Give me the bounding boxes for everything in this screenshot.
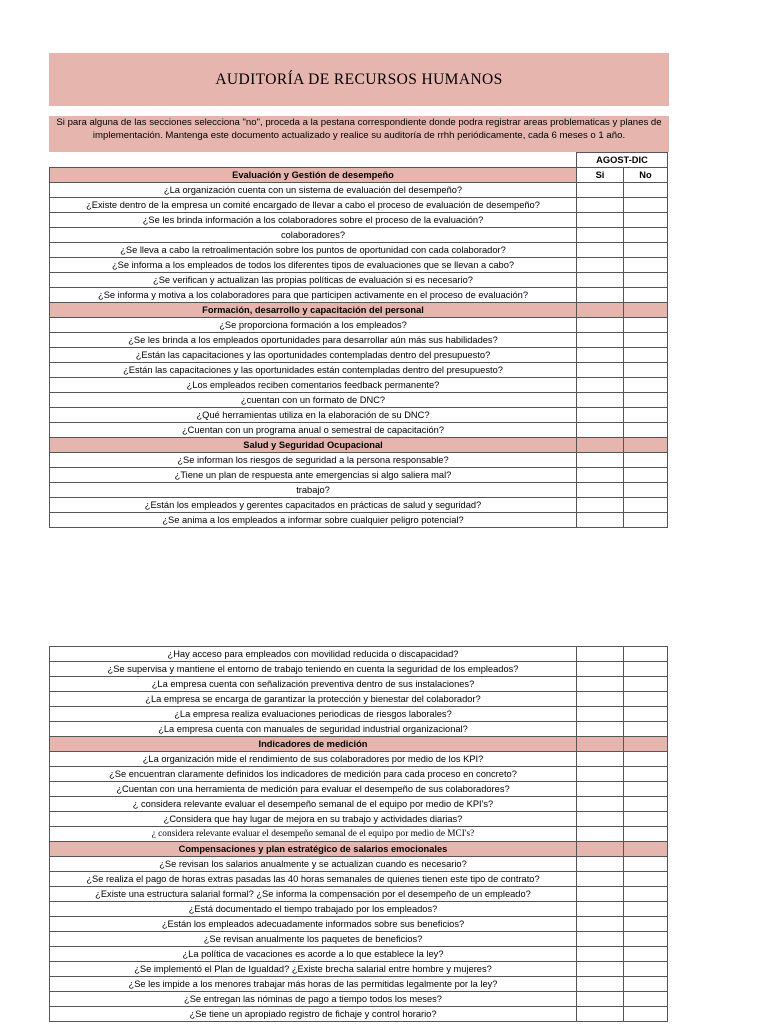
question-row — [50, 228, 668, 243]
answer-si-cell[interactable] — [577, 902, 624, 917]
question-row — [50, 677, 668, 692]
answer-si-cell[interactable] — [577, 887, 624, 902]
answer-no-cell[interactable] — [624, 258, 668, 273]
question-text: ¿Se les impide a los menores trabajar más horas de las permitidas legalmente por la ley? — [50, 977, 577, 992]
answer-no-cell[interactable] — [624, 408, 668, 423]
answer-no-cell[interactable] — [624, 917, 668, 932]
answer-no-cell[interactable] — [624, 977, 668, 992]
question-text: ¿Se entregan las nóminas de pago a tiempo todos los meses? — [50, 992, 577, 1007]
section-no-cell — [624, 737, 668, 752]
question-text: ¿La organización cuenta con un sistema de evaluación del desempeño? — [50, 183, 577, 198]
question-row — [50, 198, 668, 213]
question-row — [50, 947, 668, 962]
question-row — [50, 408, 668, 423]
question-row — [50, 183, 668, 198]
section-title: Formación, desarrollo y capacitación del personal — [50, 303, 577, 318]
section-no-cell — [624, 842, 668, 857]
section-no-cell — [624, 303, 668, 318]
question-row — [50, 707, 668, 722]
answer-si-cell[interactable] — [577, 977, 624, 992]
question-text: ¿Los empleados reciben comentarios feedback permanente? — [50, 378, 577, 393]
answer-si-cell[interactable] — [577, 917, 624, 932]
answer-no-cell[interactable] — [624, 767, 668, 782]
answer-si-cell[interactable] — [577, 707, 624, 722]
question-row — [50, 318, 668, 333]
answer-si-cell[interactable] — [577, 722, 624, 737]
answer-si-cell[interactable] — [577, 992, 624, 1007]
answer-no-cell[interactable] — [624, 902, 668, 917]
answer-si-cell[interactable] — [577, 782, 624, 797]
answer-si-cell[interactable] — [577, 692, 624, 707]
question-row — [50, 722, 668, 737]
answer-si-cell[interactable] — [577, 827, 624, 842]
answer-no-cell[interactable] — [624, 827, 668, 842]
answer-no-cell[interactable] — [624, 1007, 668, 1022]
title-band — [49, 53, 669, 106]
question-text: ¿Tiene un plan de respuesta ante emergencias si algo saliera mal? — [50, 468, 577, 483]
question-text: ¿Qué herramientas utiliza en la elaboración de su DNC? — [50, 408, 577, 423]
header-spacer — [50, 153, 577, 168]
answer-si-cell[interactable] — [577, 797, 624, 812]
question-row — [50, 857, 668, 872]
question-text: ¿Se informa y motiva a los colaboradores para que participen activamente en el proceso de evaluación? — [50, 288, 577, 303]
question-text: ¿Se implementó el Plan de Igualdad? ¿Existe brecha salarial entre hombre y mujeres? — [50, 962, 577, 977]
question-row — [50, 692, 668, 707]
answer-si-cell[interactable] — [577, 647, 624, 662]
answer-si-cell[interactable] — [577, 363, 624, 378]
section-no-cell — [624, 438, 668, 453]
audit-table-2 — [49, 646, 668, 1022]
answer-si-cell[interactable] — [577, 662, 624, 677]
section-title: Indicadores de medición — [50, 737, 577, 752]
answer-si-cell[interactable] — [577, 198, 624, 213]
question-text: ¿La organización mide el rendimiento de sus colaboradores por medio de los KPI? — [50, 752, 577, 767]
answer-no-cell[interactable] — [624, 513, 668, 528]
answer-no-cell[interactable] — [624, 872, 668, 887]
answer-no-cell[interactable] — [624, 647, 668, 662]
answer-no-cell[interactable] — [624, 992, 668, 1007]
answer-no-cell[interactable] — [624, 812, 668, 827]
answer-no-cell[interactable] — [624, 752, 668, 767]
answer-no-cell[interactable] — [624, 887, 668, 902]
answer-si-cell[interactable] — [577, 378, 624, 393]
section-header-row — [50, 303, 668, 318]
question-row — [50, 782, 668, 797]
answer-no-cell[interactable] — [624, 378, 668, 393]
answer-si-cell[interactable] — [577, 498, 624, 513]
section-si-cell — [577, 303, 624, 318]
answer-si-cell[interactable] — [577, 228, 624, 243]
question-row — [50, 468, 668, 483]
answer-no-cell[interactable] — [624, 318, 668, 333]
question-text: ¿Considera que hay lugar de mejora en su trabajo y actividades diarias? — [50, 812, 577, 827]
column-si-header: Si — [577, 168, 624, 183]
question-text: ¿Están los empleados adecuadamente informados sobre sus beneficios? — [50, 917, 577, 932]
answer-no-cell[interactable] — [624, 423, 668, 438]
answer-si-cell[interactable] — [577, 273, 624, 288]
question-row — [50, 662, 668, 677]
section-title: Compensaciones y plan estratégico de salarios emocionales — [50, 842, 577, 857]
answer-si-cell[interactable] — [577, 483, 624, 498]
section-si-cell — [577, 842, 624, 857]
answer-si-cell[interactable] — [577, 468, 624, 483]
answer-no-cell[interactable] — [624, 707, 668, 722]
question-row — [50, 423, 668, 438]
question-text: ¿La empresa cuenta con manuales de seguridad industrial organizacional? — [50, 722, 577, 737]
answer-si-cell[interactable] — [577, 872, 624, 887]
question-text: ¿Están las capacitaciones y las oportunidades contempladas dentro del presupuesto? — [50, 348, 577, 363]
question-text: ¿La política de vacaciones es acorde a lo que establece la ley? — [50, 947, 577, 962]
question-row — [50, 273, 668, 288]
answer-no-cell[interactable] — [624, 198, 668, 213]
question-row — [50, 348, 668, 363]
section-title: Evaluación y Gestión de desempeño — [50, 168, 577, 183]
question-text: ¿Se anima a los empleados a informar sobre cualquier peligro potencial? — [50, 513, 577, 528]
question-text: ¿Se verifican y actualizan las propias políticas de evaluación si es necesario? — [50, 273, 577, 288]
instructions-text: Si para alguna de las secciones selecciona "no", proceda a la pestana correspondiente donde podra registrar areas problematicas y planes de implementación. Mantenga este documento actualizado y realice su auditoría de rrhh periódicamente, cada 6 meses o 1 año. — [56, 117, 662, 141]
question-row — [50, 453, 668, 468]
question-text: ¿Está documentado el tiempo trabajado por los empleados? — [50, 902, 577, 917]
question-text: colaboradores? — [50, 228, 577, 243]
question-row — [50, 393, 668, 408]
answer-si-cell[interactable] — [577, 453, 624, 468]
answer-no-cell[interactable] — [624, 363, 668, 378]
question-text: ¿Se les brinda a los empleados oportunidades para desarrollar aún más sus habilidades? — [50, 333, 577, 348]
question-text: ¿cuentan con un formato de DNC? — [50, 393, 577, 408]
answer-si-cell[interactable] — [577, 857, 624, 872]
question-row — [50, 647, 668, 662]
question-row — [50, 483, 668, 498]
question-row — [50, 827, 668, 842]
section-header-row — [50, 842, 668, 857]
question-text: ¿Se informa a los empleados de todos los diferentes tipos de evaluaciones que se llevan a cabo? — [50, 258, 577, 273]
answer-no-cell[interactable] — [624, 662, 668, 677]
answer-si-cell[interactable] — [577, 1007, 624, 1022]
answer-no-cell[interactable] — [624, 677, 668, 692]
answer-si-cell[interactable] — [577, 962, 624, 977]
audit-table-1 — [49, 152, 668, 528]
answer-si-cell[interactable] — [577, 947, 624, 962]
question-text: ¿La empresa realiza evaluaciones periodicas de riesgos laborales? — [50, 707, 577, 722]
question-row — [50, 258, 668, 273]
question-row — [50, 378, 668, 393]
question-row — [50, 752, 668, 767]
question-text: ¿Se encuentran claramente definidos los indicadores de medición para cada proceso en concreto? — [50, 767, 577, 782]
answer-si-cell[interactable] — [577, 423, 624, 438]
question-text: ¿Se lleva a cabo la retroalimentación sobre los puntos de oportunidad con cada colaborador? — [50, 243, 577, 258]
answer-no-cell[interactable] — [624, 333, 668, 348]
question-text: ¿Están los empleados y gerentes capacitados en prácticas de salud y seguridad? — [50, 498, 577, 513]
question-text: ¿Están las capacitaciones y las oportunidades están contempladas dentro del presupuesto? — [50, 363, 577, 378]
question-text: ¿Se revisan anualmente los paquetes de beneficios? — [50, 932, 577, 947]
question-text: ¿ considera relevante evaluar el desempeño semanal de el equipo por medio de MCI's? — [50, 827, 577, 842]
question-text: ¿Hay acceso para empleados con movilidad reducida o discapacidad? — [50, 647, 577, 662]
answer-no-cell[interactable] — [624, 348, 668, 363]
answer-si-cell[interactable] — [577, 393, 624, 408]
question-row — [50, 917, 668, 932]
question-row — [50, 513, 668, 528]
answer-si-cell[interactable] — [577, 183, 624, 198]
answer-si-cell[interactable] — [577, 243, 624, 258]
answer-no-cell[interactable] — [624, 273, 668, 288]
answer-si-cell[interactable] — [577, 213, 624, 228]
question-row — [50, 932, 668, 947]
question-row — [50, 812, 668, 827]
question-text: ¿Se les brinda información a los colaboradores sobre el proceso de la evaluación? — [50, 213, 577, 228]
question-row — [50, 992, 668, 1007]
question-row — [50, 333, 668, 348]
answer-si-cell[interactable] — [577, 318, 624, 333]
section-header-row — [50, 737, 668, 752]
section-header-row — [50, 168, 668, 183]
answer-si-cell[interactable] — [577, 513, 624, 528]
answer-no-cell[interactable] — [624, 947, 668, 962]
question-text: ¿Se informan los riesgos de seguridad a la persona responsable? — [50, 453, 577, 468]
period-label: AGOST-DIC — [577, 153, 668, 168]
question-text: ¿Se realiza el pago de horas extras pasadas las 40 horas semanales de quienes tienen este tipo de contrato? — [50, 872, 577, 887]
document-title: AUDITORÍA DE RECURSOS HUMANOS — [215, 71, 503, 88]
question-row — [50, 797, 668, 812]
question-text: ¿Existe dentro de la empresa un comité encargado de llevar a cabo el proceso de evaluación de desempeño? — [50, 198, 577, 213]
answer-no-cell[interactable] — [624, 782, 668, 797]
answer-si-cell[interactable] — [577, 932, 624, 947]
answer-no-cell[interactable] — [624, 692, 668, 707]
question-row — [50, 887, 668, 902]
question-text: ¿La empresa cuenta con señalización preventiva dentro de sus instalaciones? — [50, 677, 577, 692]
question-text: trabajo? — [50, 483, 577, 498]
answer-no-cell[interactable] — [624, 932, 668, 947]
answer-si-cell[interactable] — [577, 767, 624, 782]
question-row — [50, 498, 668, 513]
section-header-row — [50, 438, 668, 453]
section-title: Salud y Seguridad Ocupacional — [50, 438, 577, 453]
answer-si-cell[interactable] — [577, 408, 624, 423]
section-si-cell — [577, 438, 624, 453]
question-text: ¿Se proporciona formación a los empleados? — [50, 318, 577, 333]
question-row — [50, 213, 668, 228]
question-text: ¿La empresa se encarga de garantizar la protección y bienestar del colaborador? — [50, 692, 577, 707]
question-row — [50, 977, 668, 992]
answer-no-cell[interactable] — [624, 857, 668, 872]
answer-si-cell[interactable] — [577, 258, 624, 273]
section-si-cell — [577, 737, 624, 752]
answer-si-cell[interactable] — [577, 752, 624, 767]
answer-no-cell[interactable] — [624, 243, 668, 258]
answer-no-cell[interactable] — [624, 393, 668, 408]
answer-no-cell[interactable] — [624, 483, 668, 498]
answer-no-cell[interactable] — [624, 453, 668, 468]
answer-no-cell[interactable] — [624, 288, 668, 303]
question-text: ¿Se tiene un apropiado registro de fichaje y control horario? — [50, 1007, 577, 1022]
question-text: ¿Se supervisa y mantiene el entorno de trabajo teniendo en cuenta la seguridad de los empleados? — [50, 662, 577, 677]
answer-si-cell[interactable] — [577, 333, 624, 348]
question-row — [50, 872, 668, 887]
question-text: ¿Se revisan los salarios anualmente y se actualizan cuando es necesario? — [50, 857, 577, 872]
answer-no-cell[interactable] — [624, 962, 668, 977]
answer-no-cell[interactable] — [624, 498, 668, 513]
answer-si-cell[interactable] — [577, 812, 624, 827]
answer-no-cell[interactable] — [624, 797, 668, 812]
question-text: ¿Cuentan con un programa anual o semestral de capacitación? — [50, 423, 577, 438]
column-no-header: No — [624, 168, 668, 183]
answer-no-cell[interactable] — [624, 228, 668, 243]
question-row — [50, 1007, 668, 1022]
answer-no-cell[interactable] — [624, 213, 668, 228]
period-header-row — [50, 153, 668, 168]
question-text: ¿Cuentan con una herramienta de medición para evaluar el desempeño de sus colaboradores? — [50, 782, 577, 797]
question-text: ¿Existe una estructura salarial formal? ¿Se informa la compensación por el desempeño de un empleado? — [50, 887, 577, 902]
answer-si-cell[interactable] — [577, 677, 624, 692]
question-row — [50, 767, 668, 782]
answer-no-cell[interactable] — [624, 468, 668, 483]
question-row — [50, 962, 668, 977]
question-row — [50, 288, 668, 303]
question-text: ¿ considera relevante evaluar el desempeño semanal de el equipo por medio de KPI's? — [50, 797, 577, 812]
question-row — [50, 243, 668, 258]
question-row — [50, 363, 668, 378]
question-row — [50, 902, 668, 917]
answer-no-cell[interactable] — [624, 722, 668, 737]
answer-si-cell[interactable] — [577, 288, 624, 303]
answer-si-cell[interactable] — [577, 348, 624, 363]
answer-no-cell[interactable] — [624, 183, 668, 198]
